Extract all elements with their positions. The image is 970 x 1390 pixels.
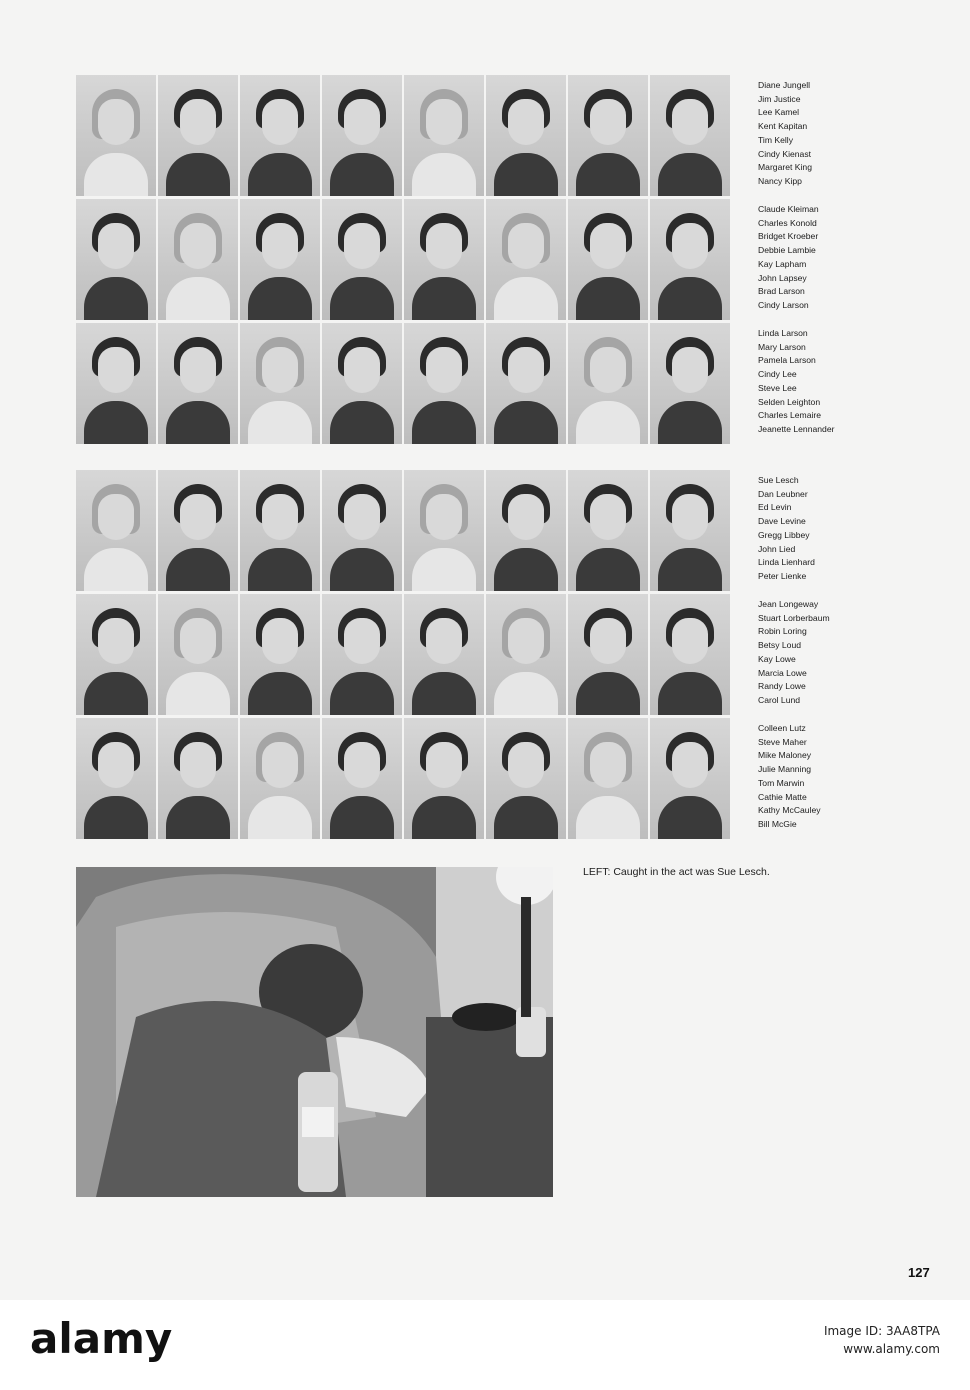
- brand-logo: alamy: [30, 1314, 173, 1363]
- student-portrait: [404, 470, 484, 591]
- photo-caption: LEFT: Caught in the act was Sue Lesch.: [583, 866, 770, 878]
- student-name: Kay Lapham: [758, 258, 807, 269]
- student-name: Mary Larson: [758, 341, 806, 352]
- student-name: Claude Kleiman: [758, 204, 819, 214]
- student-portrait: [158, 199, 238, 320]
- portrait-grid-group-2: [76, 470, 731, 839]
- student-name: John Lapsey: [758, 272, 807, 283]
- student-name: Dave Levine: [758, 516, 806, 527]
- student-name: Selden Leighton: [758, 396, 821, 407]
- student-name: Linda Larson: [758, 328, 808, 338]
- student-portrait: [486, 470, 566, 591]
- student-portrait: [322, 75, 402, 196]
- student-portrait: [322, 718, 402, 839]
- student-portrait: [404, 323, 484, 444]
- student-name: Bill McGie: [758, 818, 797, 829]
- footer-meta: [824, 1322, 940, 1358]
- student-name: Gregg Libbey: [758, 529, 810, 540]
- student-portrait: [486, 594, 566, 715]
- student-portrait: [322, 323, 402, 444]
- student-portrait: [650, 718, 730, 839]
- student-portrait: [76, 199, 156, 320]
- student-name: Ed Levin: [758, 502, 792, 513]
- student-name: Carol Lund: [758, 694, 801, 705]
- name-column: [758, 722, 868, 832]
- student-name: Colleen Lutz: [758, 723, 806, 733]
- student-portrait: [240, 323, 320, 444]
- student-name: Margaret King: [758, 162, 812, 173]
- student-portrait: [76, 594, 156, 715]
- student-name: Cindy Lee: [758, 369, 797, 380]
- student-name: Sue Lesch: [758, 475, 799, 485]
- student-name: Diane Jungell: [758, 80, 811, 90]
- student-portrait: [322, 470, 402, 591]
- name-column: [758, 203, 868, 313]
- student-name: Stuart Lorberbaum: [758, 612, 830, 623]
- name-column: [758, 598, 868, 708]
- name-column: [758, 79, 868, 189]
- student-portrait: [240, 199, 320, 320]
- student-portrait: [158, 470, 238, 591]
- student-name: Charles Konold: [758, 217, 817, 228]
- student-portrait: [486, 718, 566, 839]
- student-portrait: [568, 323, 648, 444]
- student-name: Nancy Kipp: [758, 175, 802, 186]
- student-name: Steve Maher: [758, 736, 807, 747]
- student-portrait: [568, 470, 648, 591]
- student-name: Dan Leubner: [758, 488, 808, 499]
- candid-photo: [76, 867, 553, 1197]
- student-portrait: [76, 323, 156, 444]
- student-name: Debbie Lambie: [758, 245, 816, 256]
- student-portrait: [158, 75, 238, 196]
- student-portrait: [158, 594, 238, 715]
- student-portrait: [486, 199, 566, 320]
- student-name: Brad Larson: [758, 286, 805, 297]
- student-name: Cathie Matte: [758, 791, 807, 802]
- student-portrait: [486, 75, 566, 196]
- student-portrait: [404, 199, 484, 320]
- student-name: Marcia Lowe: [758, 667, 807, 678]
- student-name: Steve Lee: [758, 382, 797, 393]
- student-portrait: [650, 199, 730, 320]
- student-portrait: [240, 718, 320, 839]
- image-id-label: Image ID: 3AA8TPA: [823, 1324, 940, 1338]
- student-name: Kay Lowe: [758, 653, 796, 664]
- student-name: Tim Kelly: [758, 134, 794, 145]
- student-name: Kathy McCauley: [758, 805, 821, 816]
- student-name: Lee Kamel: [758, 107, 800, 118]
- student-portrait: [486, 323, 566, 444]
- student-name: Cindy Larson: [758, 299, 809, 310]
- student-name: Linda Lienhard: [758, 557, 815, 568]
- student-portrait: [76, 470, 156, 591]
- candid-photo-illustration: [76, 867, 553, 1197]
- student-portrait: [322, 199, 402, 320]
- student-name: Jean Longeway: [758, 599, 819, 609]
- student-portrait: [650, 323, 730, 444]
- name-column: [758, 474, 868, 584]
- student-portrait: [158, 323, 238, 444]
- student-name: Mike Maloney: [758, 750, 812, 761]
- student-portrait: [158, 718, 238, 839]
- student-portrait: [404, 75, 484, 196]
- portrait-grid-group-1: [76, 75, 731, 444]
- name-column: [758, 327, 868, 437]
- student-portrait: [650, 470, 730, 591]
- student-portrait: [404, 718, 484, 839]
- student-name: Jeanette Lennander: [758, 423, 835, 434]
- page-number: 127: [908, 1265, 930, 1280]
- student-portrait: [568, 594, 648, 715]
- student-name: Charles Lemaire: [758, 410, 822, 421]
- student-portrait: [568, 199, 648, 320]
- footer-bar: [0, 1300, 970, 1390]
- student-name: Pamela Larson: [758, 355, 816, 366]
- student-portrait: [322, 594, 402, 715]
- student-name: Jim Justice: [758, 93, 801, 104]
- student-name: Peter Lienke: [758, 570, 807, 581]
- site-url: www.alamy.com: [843, 1342, 940, 1356]
- student-portrait: [240, 75, 320, 196]
- student-name: Bridget Kroeber: [758, 231, 819, 242]
- student-name: Tom Marwin: [758, 777, 805, 788]
- student-portrait: [650, 594, 730, 715]
- student-portrait: [404, 594, 484, 715]
- student-name: Robin Loring: [758, 626, 807, 637]
- student-name: Betsy Loud: [758, 640, 801, 651]
- student-name: Cindy Kienast: [758, 148, 812, 159]
- student-name: Julie Manning: [758, 764, 812, 775]
- student-portrait: [240, 470, 320, 591]
- student-portrait: [650, 75, 730, 196]
- student-name: John Lied: [758, 543, 796, 554]
- student-portrait: [76, 75, 156, 196]
- student-portrait: [568, 718, 648, 839]
- student-name: Kent Kapitan: [758, 121, 808, 132]
- student-portrait: [568, 75, 648, 196]
- student-name: Randy Lowe: [758, 681, 806, 692]
- student-portrait: [240, 594, 320, 715]
- student-portrait: [76, 718, 156, 839]
